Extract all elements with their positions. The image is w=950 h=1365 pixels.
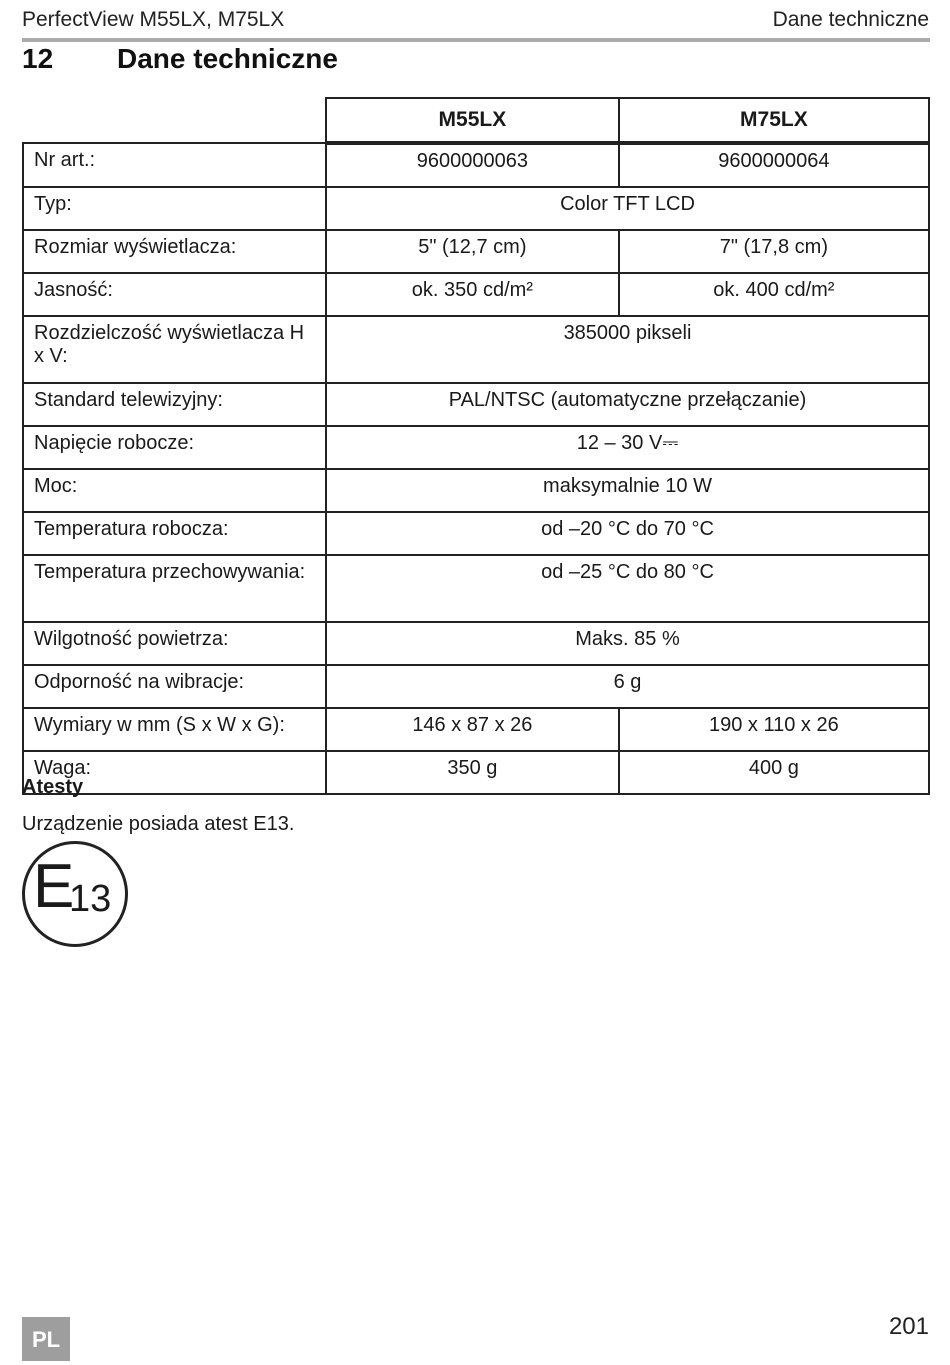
row-value: ok. 350 cd/m² [326,273,619,316]
row-label: Temperatura robocza: [23,512,326,555]
row-value: ok. 400 cd/m² [619,273,929,316]
table-row [23,273,929,316]
row-value: 190 x 110 x 26 [619,708,929,751]
row-label: Jasność: [23,273,326,316]
table-row [23,143,929,187]
row-label: Nr art.: [23,143,326,187]
approvals-heading: Atesty [22,776,84,798]
table-row [23,426,929,469]
row-value: 5" (12,7 cm) [326,230,619,273]
row-value: Maks. 85 % [326,622,929,665]
row-label: Napięcie robocze: [23,426,326,469]
row-label: Odporność na wibracje: [23,665,326,708]
row-value: 9600000063 [326,143,619,187]
row-value: Color TFT LCD [326,187,929,230]
page-header [22,8,929,36]
table-row [23,187,929,230]
e-mark-number: 13 [69,878,112,920]
language-badge: PL [22,1317,70,1361]
row-value: od –20 °C do 70 °C [326,512,929,555]
table-row [23,230,929,273]
table-corner [23,98,326,143]
row-label: Rozmiar wyświetlacza: [23,230,326,273]
row-value: 9600000064 [619,143,929,187]
table-row [23,665,929,708]
row-label: Wilgotność powietrza: [23,622,326,665]
e-mark-letter: E [33,852,75,921]
header-divider [22,38,930,42]
row-label: Rozdzielczość wyświetlacza H x V: [23,316,326,383]
table-header-row [23,98,929,143]
approvals-text: Urządzenie posiada atest E13. [22,813,295,835]
row-value: 12 – 30 V⎓ [326,426,929,469]
table-row [23,383,929,426]
e13-approval-mark-icon [22,841,128,947]
row-value: maksymalnie 10 W [326,469,929,512]
header-section: Dane techniczne [772,8,929,31]
spec-table [22,97,930,795]
table-row [23,708,929,751]
page-number: 201 [888,1313,929,1340]
column-header: M55LX [326,98,619,143]
row-value: 146 x 87 x 26 [326,708,619,751]
row-label: Wymiary w mm (S x W x G): [23,708,326,751]
row-label: Standard telewizyjny: [23,383,326,426]
row-value: 385000 pikseli [326,316,929,383]
row-label: Moc: [23,469,326,512]
table-row [23,512,929,555]
row-value: 400 g [619,751,929,794]
header-product: PerfectView M55LX, M75LX [22,8,285,31]
table-row [23,469,929,512]
row-value: od –25 °C do 80 °C [326,555,929,622]
row-value: 6 g [326,665,929,708]
section-heading [22,43,338,75]
row-label: Temperatura przechowywania: [23,555,326,622]
row-value: PAL/NTSC (automatyczne przełączanie) [326,383,929,426]
column-header: M75LX [619,98,929,143]
table-row [23,751,929,794]
table-row [23,622,929,665]
table-row [23,316,929,383]
table-row [23,555,929,622]
section-title: Dane techniczne [117,43,338,74]
row-value: 7" (17,8 cm) [619,230,929,273]
row-value: 350 g [326,751,619,794]
row-label: Typ: [23,187,326,230]
section-number: 12 [22,43,54,74]
row-label: Waga: [23,751,326,794]
